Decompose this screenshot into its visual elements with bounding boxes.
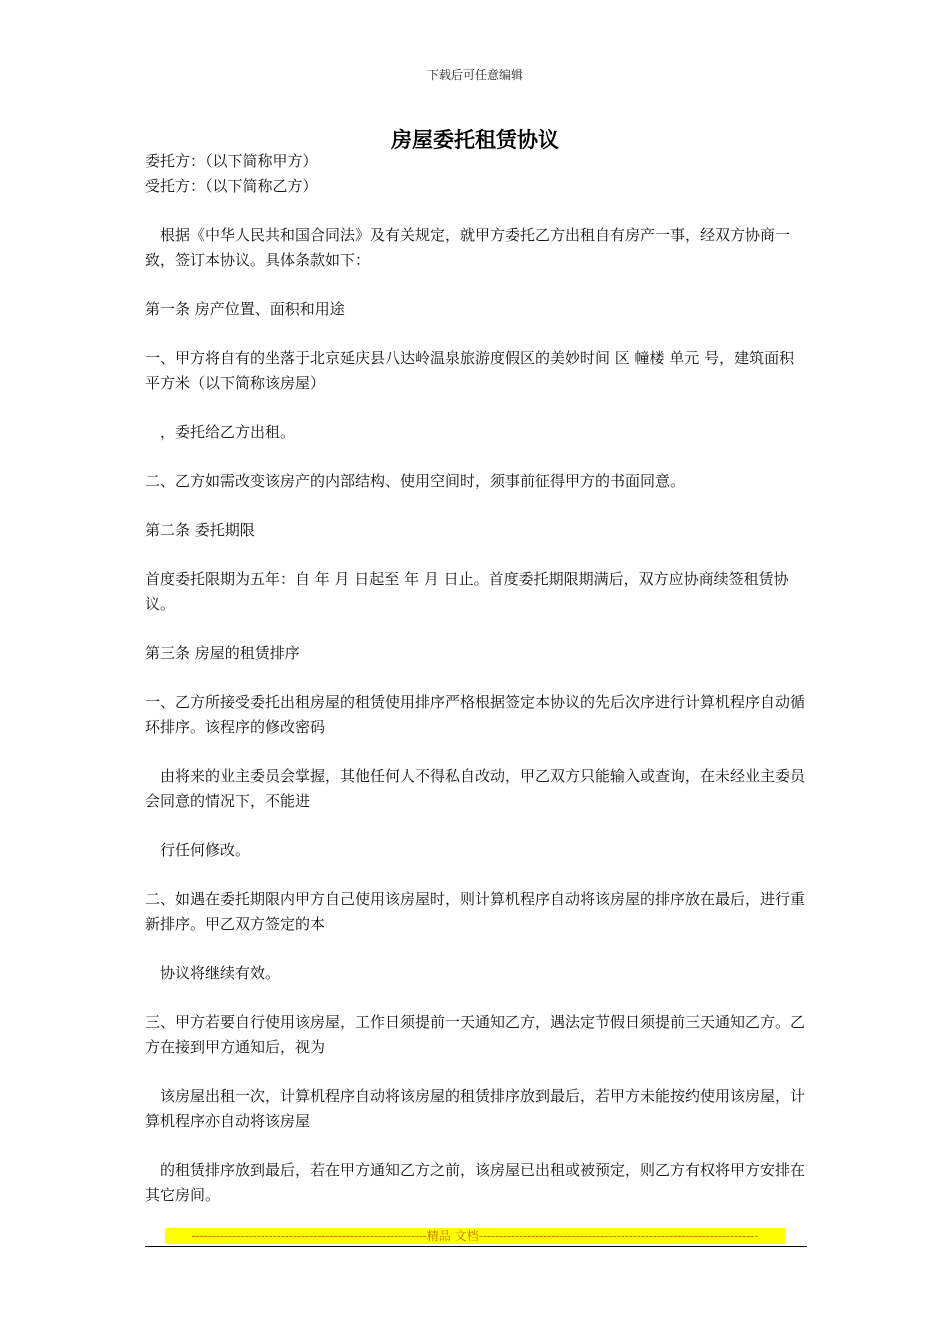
article-3-clause-2-cont: 协议将继续有效。 — [160, 964, 281, 982]
header-note: 下载后可任意编辑 — [426, 68, 523, 82]
article-3-clause-1-cont: 由将来的业主委员会掌握，其他任何人不得私自改动，甲乙双方只能输入或查询，在未经业主委员会同意的情况下，不能进 — [145, 767, 806, 810]
principal-line: 委托方：（以下简称甲方） — [145, 152, 318, 170]
article-1-heading: 第一条 房产位置、面积和用途 — [145, 300, 345, 318]
article-3-clause-3-end: 的租赁排序放到最后，若在甲方通知乙方之前，该房屋已出租或被预定，则乙方有权将甲方安排在其它房间。 — [145, 1161, 806, 1204]
article-1-clause-1: 一、甲方将自有的坐落于北京延庆县八达岭温泉旅游度假区的美妙时间 区 幢楼 单元 号，建筑面积 平方米（以下简称该房屋） — [145, 349, 795, 392]
article-3-clause-3: 三、甲方若要自行使用该房屋，工作日须提前一天通知乙方，遇法定节假日须提前三天通知乙方。乙方在接到甲方通知后，视为 — [145, 1013, 806, 1056]
article-3-clause-1: 一、乙方所接受委托出租房屋的租赁使用排序严格根据签定本协议的先后次序进行计算机程序自动循环排序。该程序的修改密码 — [145, 693, 806, 736]
footer-rule — [145, 1246, 807, 1247]
agent-line: 受托方：（以下简称乙方） — [145, 177, 318, 195]
article-1-clause-1-cont: ，委托给乙方出租。 — [160, 423, 296, 441]
article-3-clause-2: 二、如遇在委托期限内甲方自己使用该房屋时，则计算机程序自动将该房屋的排序放在最后，进行重新排序。甲乙双方签定的本 — [145, 890, 806, 933]
article-3-heading: 第三条 房屋的租赁排序 — [145, 644, 300, 662]
article-1-clause-2: 二、乙方如需改变该房产的内部结构、使用空间时，须事前征得甲方的书面同意。 — [145, 472, 686, 490]
document-body — [145, 149, 807, 1208]
article-2-heading: 第二条 委托期限 — [145, 521, 255, 539]
preamble-paragraph: 根据《中华人民共和国合同法》及有关规定，就甲方委托乙方出租自有房产一事，经双方协商一致，签订本协议。具体条款如下： — [145, 226, 791, 269]
footer-watermark: ----------------------------------------------------------精品 文档--------------------------------------------------------------------- — [165, 1228, 785, 1244]
article-3-clause-1-end: 行任何修改。 — [160, 841, 251, 859]
document-title: 房屋委托租赁协议 — [391, 127, 559, 152]
article-3-clause-3-cont: 该房屋出租一次，计算机程序自动将该房屋的租赁排序放到最后，若甲方未能按约使用该房屋，计算机程序亦自动将该房屋 — [145, 1087, 806, 1130]
article-2-clause: 首度委托限期为五年：自 年 月 日起至 年 月 日止。首度委托期限期满后，双方应协商续签租赁协议。 — [145, 570, 789, 613]
